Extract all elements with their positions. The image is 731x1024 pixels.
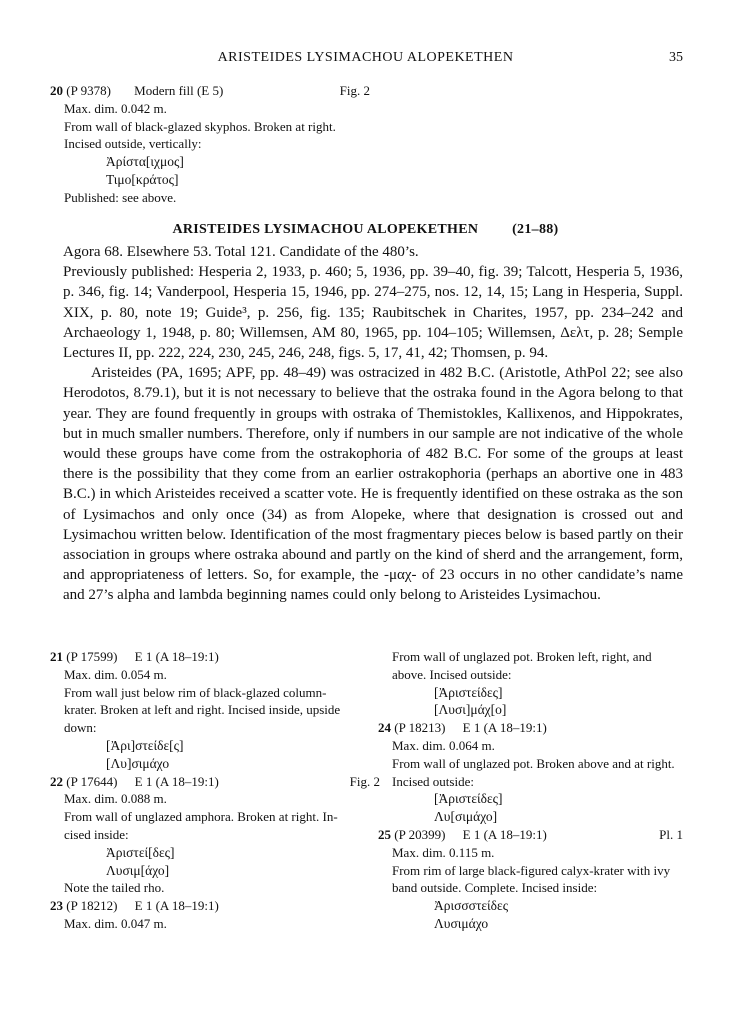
greek-inscription: [Ἀριστείδες] bbox=[434, 684, 503, 700]
section-title: ARISTEIDES LYSIMACHOU ALOPEKETHEN (21–88) bbox=[172, 222, 559, 237]
entry-line: band outside. Complete. Incised inside: bbox=[392, 880, 598, 896]
entry-line: Max. dim. 0.115 m. bbox=[392, 844, 495, 860]
greek-inscription: Ἀρισσστείδες bbox=[434, 898, 509, 914]
section-body bbox=[63, 242, 683, 606]
entry-20 bbox=[50, 82, 370, 207]
plate-ref: Pl. 1 bbox=[659, 826, 683, 842]
catalog-right-column bbox=[378, 648, 683, 933]
entry-line: down: bbox=[64, 720, 97, 736]
entry-line: cised inside: bbox=[64, 826, 129, 842]
entry-line: Max. dim. 0.047 m. bbox=[64, 915, 167, 931]
entry-note: Published: see above. bbox=[64, 189, 177, 205]
entry-line: Max. dim. 0.064 m. bbox=[392, 737, 495, 753]
greek-inscription: Ἀριστεί[δες] bbox=[106, 844, 175, 860]
greek-inscription: Λυσιμάχο bbox=[434, 915, 489, 931]
entry-number: 20 bbox=[50, 83, 63, 98]
entry-line: Incised outside, vertically: bbox=[64, 136, 202, 152]
discussion-paragraph: Aristeides (PA, 1695; APF, pp. 48–49) was ostracized in 482 B.C. (Aristotle, AthPol 22; see also Herodotos, 8.79.1), but it is not necessary to believe that the ostraka found in the Agora belong to that year. They are found frequently in groups with ostraka of Themistokles, Kallixenos, and Hippokrates, but in much smaller numbers. Therefore, only if numbers in our sample are not indicative of the whole would these groups have come from the ostrakophoria of 482 B.C. For some of the groups at least there is the possibility that they come from an earlier ostrakophoria (perhaps an abortive one in 483 B.C.) in which Aristeides received a scatter vote. He is frequently identified on these ostraka as the son of Lysimachos and only once (34) as from Alopeke, where that designation is crossed out and Lysimachou written below. Identification of the most fragmentary pieces below is based partly on their association in groups where ostraka abound and partly on the kind of sherd and the arrangement, form, and appropriateness of letters. So, for example, the -μαχ- of 23 occurs in no other candidate’s name and 27’s alpha and lambda beginning names could only belong to Aristeides Lysimachou. bbox=[63, 365, 683, 604]
catalog-range: (21–88) bbox=[512, 222, 559, 237]
running-head: ARISTEIDES LYSIMACHOU ALOPEKETHEN bbox=[217, 50, 514, 65]
greek-inscription: [Ἀρι]στείδε[ς] bbox=[106, 737, 184, 753]
entry-25-head: 25 (P 20399) E 1 (A 18–19:1) Pl. 1 bbox=[378, 826, 683, 842]
find-context: Modern fill (E 5) bbox=[134, 83, 224, 98]
entry-line: From wall of black-glazed skyphos. Broken at right. bbox=[64, 118, 336, 134]
greek-inscription: Λυ[σιμάχο] bbox=[434, 809, 498, 825]
candidate-counts: Agora 68. Elsewhere 53. Total 121. Candidate of the 480’s. bbox=[63, 244, 419, 260]
greek-inscription: [Λυσι]μάχ[ο] bbox=[434, 702, 507, 718]
inventory-number: (P 9378) bbox=[66, 83, 111, 98]
entry-line: above. Incised outside: bbox=[392, 666, 512, 682]
entry-line: From wall just below rim of black-glazed column- bbox=[64, 684, 327, 700]
entry-line: Max. dim. 0.042 m. bbox=[64, 100, 167, 116]
entry-note: Note the tailed rho. bbox=[64, 880, 165, 896]
greek-inscription: Ἀρίστα[ιχμος] bbox=[106, 154, 184, 170]
entry-line: From wall of unglazed amphora. Broken at right. In- bbox=[64, 809, 338, 825]
figure-ref: Fig. 2 bbox=[349, 773, 380, 789]
greek-inscription: [Λυ]σιμάχο bbox=[106, 755, 170, 771]
greek-inscription: Λυσιμ[άχο] bbox=[106, 862, 170, 878]
entry-line: Max. dim. 0.088 m. bbox=[64, 791, 167, 807]
entry-24-head: 24 (P 18213) E 1 (A 18–19:1) bbox=[378, 720, 547, 736]
entry-line: Incised outside: bbox=[392, 773, 474, 789]
entry-22-head: 22 (P 17644) E 1 (A 18–19:1) Fig. 2 bbox=[50, 773, 380, 789]
entry-21-head: 21 (P 17599) E 1 (A 18–19:1) bbox=[50, 649, 219, 664]
catalog-left-column bbox=[50, 648, 380, 933]
bibliography-paragraph: Previously published: Hesperia 2, 1933, p. 460; 5, 1936, pp. 39–40, fig. 39; Talcott, Hesperia 5, 1936, p. 346, fig. 14; Vanderpool, Hesperia 15, 1946, pp. 274–275, nos. 12, 14, 15; Lang in Hesperia, Suppl. XIX, p. 80, note 19; Guide³, p. 256, fig. 135; Raubitschek in Charites, 1957, pp. 234–242 and Archaeology 1, 1948, p. 80; Willemsen, AM 80, 1965, pp. 104–105; Willemsen, Δελτ, p. 28; Semple Lectures II, pp. 222, 224, 230, 245, 246, 248, figs. 5, 17, 41, 42; Thomsen, p. 94. bbox=[63, 264, 683, 362]
figure-ref: Fig. 2 bbox=[339, 83, 370, 98]
entry-line: krater. Broken at left and right. Incised inside, upside bbox=[64, 702, 341, 718]
entry-line: From wall of unglazed pot. Broken left, right, and bbox=[392, 649, 652, 664]
greek-inscription: [Ἀριστείδες] bbox=[434, 791, 503, 807]
entry-line: From rim of large black-figured calyx-krater with ivy bbox=[392, 862, 671, 878]
entry-23-head: 23 (P 18212) E 1 (A 18–19:1) bbox=[50, 898, 219, 914]
entry-line: From wall of unglazed pot. Broken above and at right. bbox=[392, 755, 675, 771]
greek-inscription: Τιμο[κράτος] bbox=[106, 171, 179, 187]
page-number: 35 bbox=[669, 50, 683, 65]
entry-line: Max. dim. 0.054 m. bbox=[64, 666, 167, 682]
